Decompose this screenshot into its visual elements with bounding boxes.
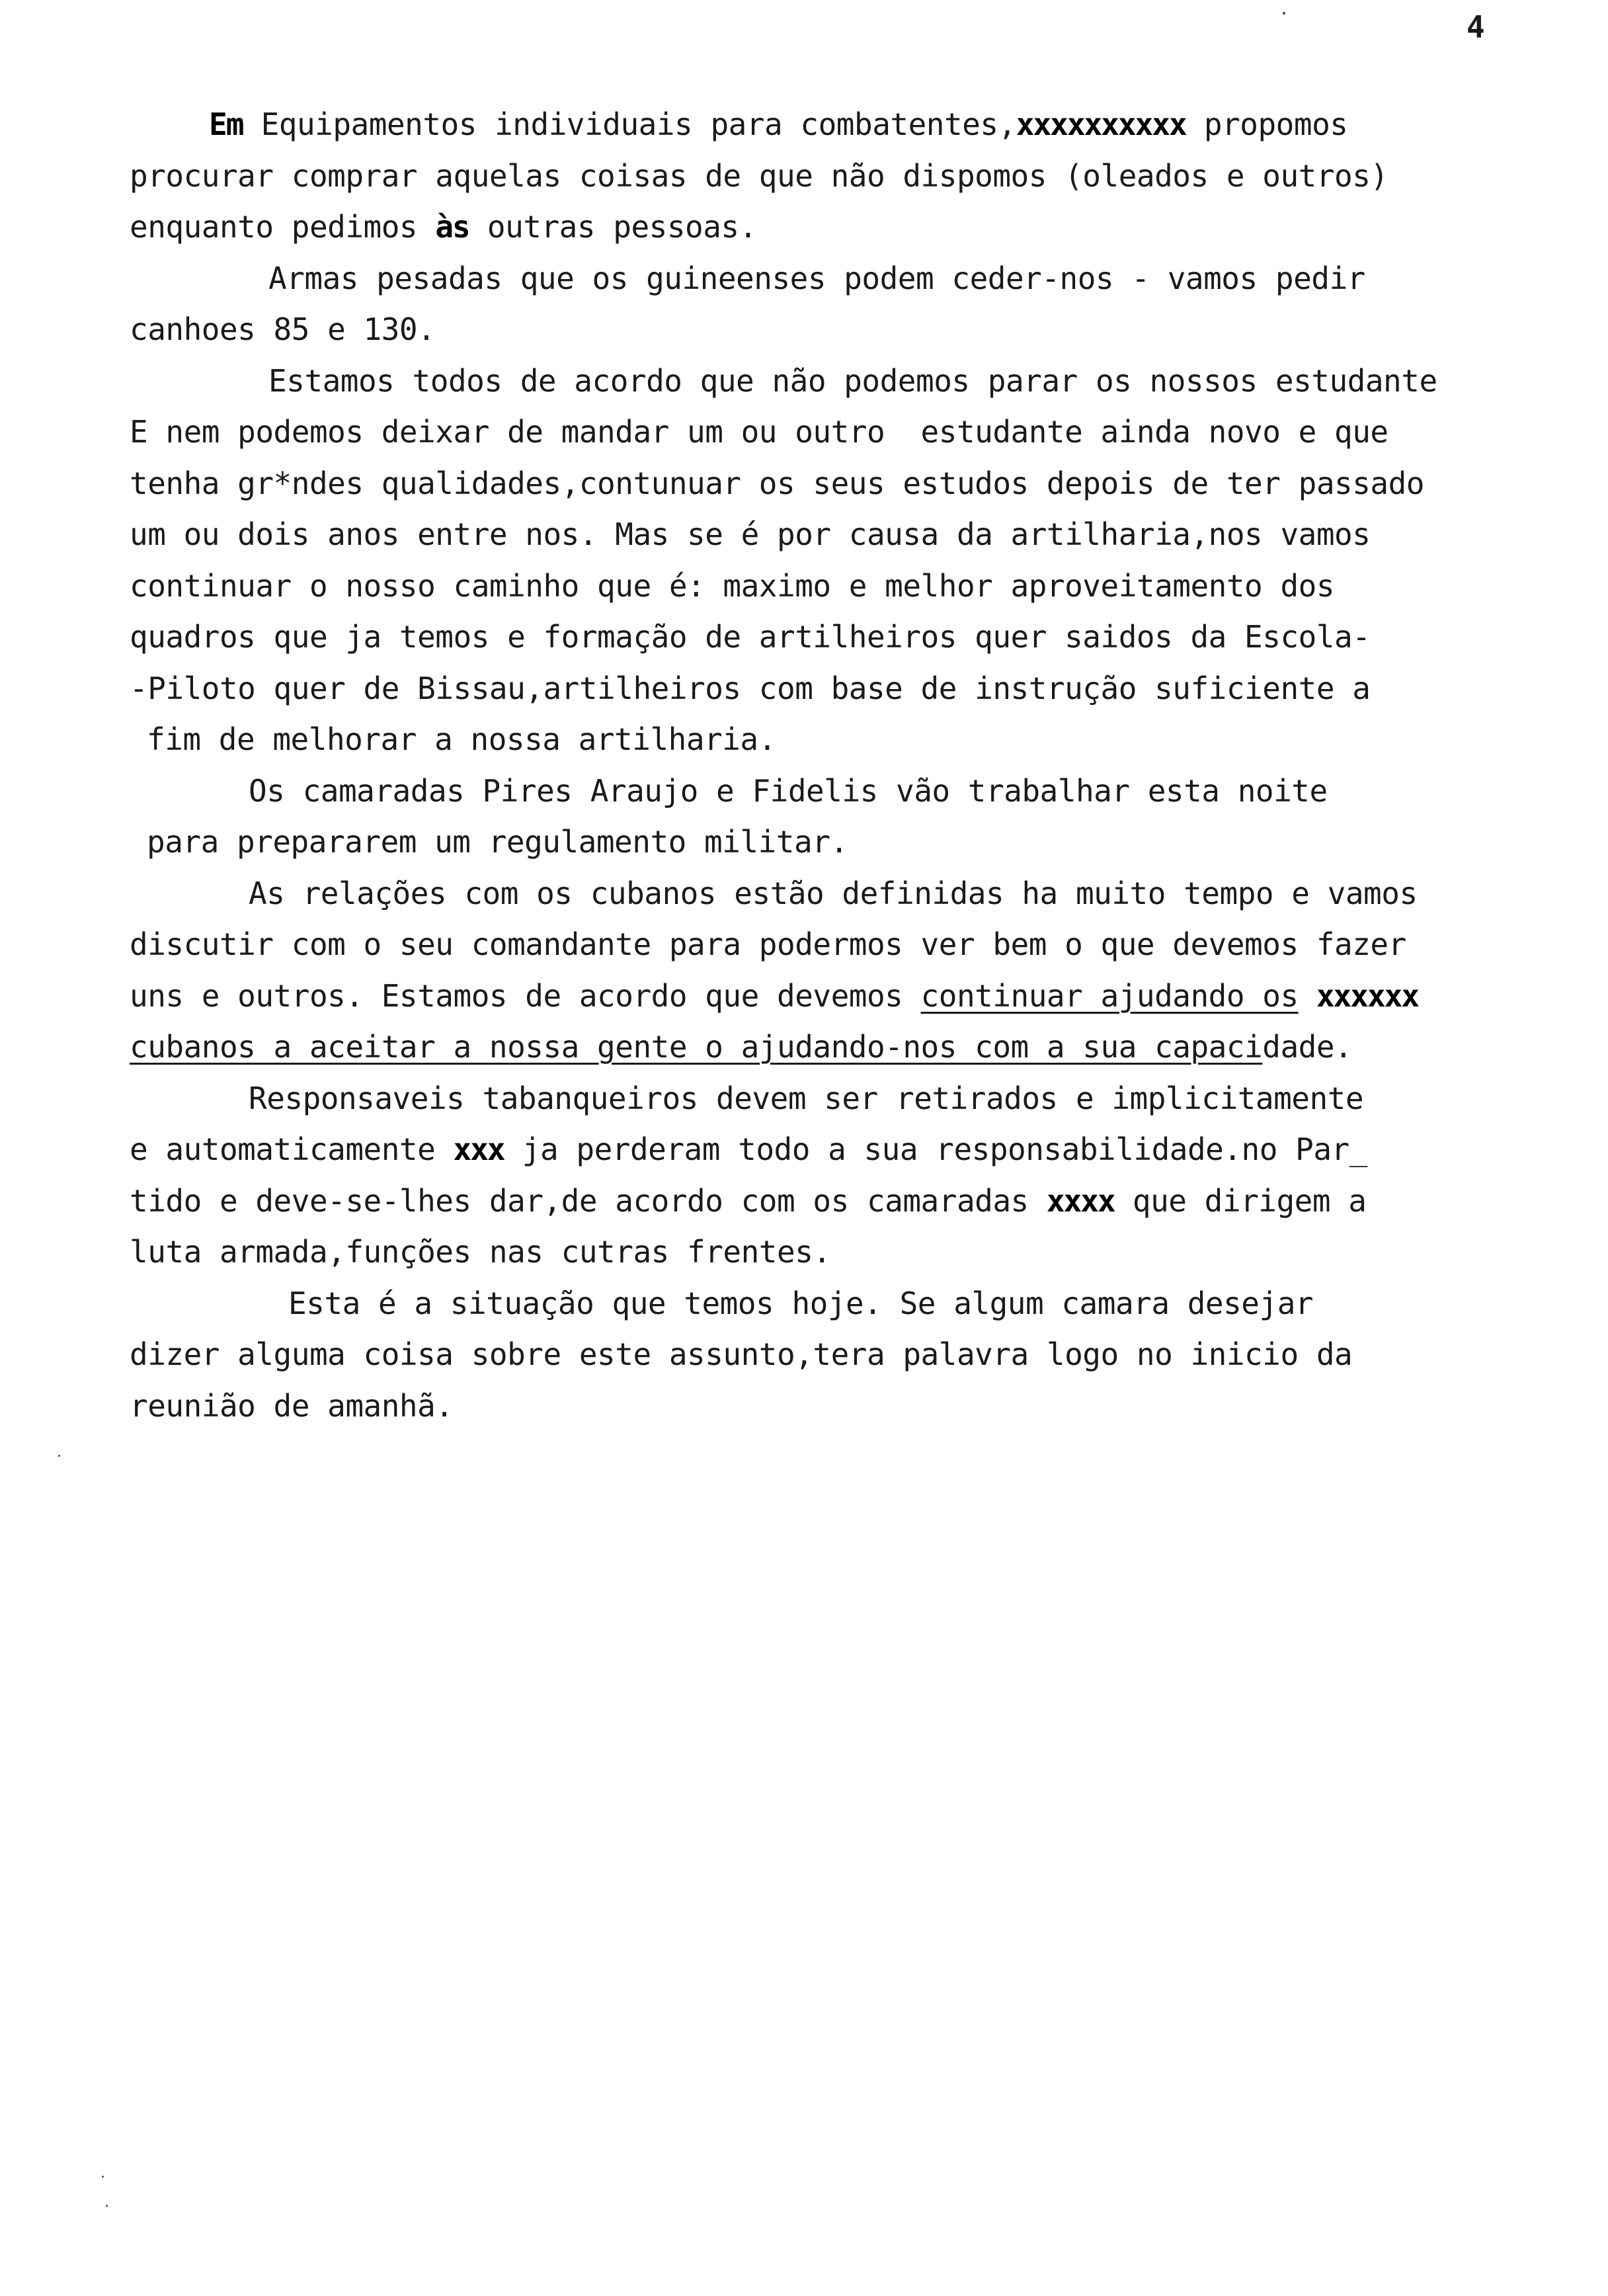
text-line xyxy=(130,1073,1525,1125)
text-segment: quadros que ja temos e formação de artilheiros quer saidos da Escola- xyxy=(130,619,1371,655)
text-line xyxy=(130,868,1525,920)
text-segment: e automaticamente xyxy=(130,1131,454,1167)
text-segment: tido e deve-se-lhes dar,de acordo com os camaradas xyxy=(130,1182,1047,1219)
text-line xyxy=(130,1227,1525,1278)
paper-speck xyxy=(1283,12,1285,15)
text-line xyxy=(130,1176,1525,1227)
text-segment: para prepararem um regulamento militar. xyxy=(147,824,848,860)
text-segment: As relações com os cubanos estão definidas ha muito tempo e vamos xyxy=(249,875,1418,911)
text-segment: reunião de amanhã. xyxy=(130,1387,454,1424)
struck-out-text: xxxxxx xyxy=(1316,977,1419,1014)
text-segment: E nem podemos deixar de mandar um ou outro estudante ainda novo e que xyxy=(130,414,1388,450)
text-segment: um ou dois anos entre nos. Mas se é por causa da artilharia,nos vamos xyxy=(130,516,1371,552)
text-line xyxy=(130,151,1525,202)
text-segment: Os camaradas Pires Araujo e Fidelis vão trabalhar esta noite xyxy=(249,772,1328,809)
paper-speck xyxy=(106,2205,108,2207)
struck-out-text: xxxx xyxy=(1046,1182,1115,1219)
paper-speck xyxy=(58,1455,60,1457)
paper-speck xyxy=(102,2176,104,2178)
text-segment: Estamos todos de acordo que não podemos parar os nossos estudante xyxy=(268,362,1437,399)
text-segment: enquanto pedimos xyxy=(130,209,436,245)
text-line xyxy=(130,714,1525,766)
text-line xyxy=(130,253,1525,305)
text-segment: Armas pesadas que os guineenses podem ceder-nos - vamos pedir xyxy=(268,260,1365,296)
text-segment: uns e outros. Estamos de acordo que devemos xyxy=(130,977,921,1014)
text-segment: fim de melhorar a nossa artilharia. xyxy=(147,721,776,757)
text-segment: Equipamentos individuais para combatentes, xyxy=(243,106,1016,142)
text-line xyxy=(130,407,1525,458)
text-segment: discutir com o seu comandante para podermos ver bem o que devemos fazer xyxy=(130,926,1406,962)
text-segment: Esta é a situação que temos hoje. Se algum camara desejar xyxy=(288,1285,1314,1321)
text-segment xyxy=(1299,978,1316,1014)
underlined-text: cubanos a aceitar a nossa gente o ajudando-nos com a sua capaci xyxy=(130,1029,1263,1065)
struck-out-text: Em xyxy=(209,106,243,142)
text-line xyxy=(130,1124,1525,1176)
text-segment: continuar o nosso caminho que é: maximo e melhor aproveitamento dos xyxy=(130,567,1335,604)
text-line xyxy=(130,202,1525,253)
text-segment: propomos xyxy=(1186,106,1348,142)
text-segment: dizer alguma coisa sobre este assunto,tera palavra logo no inicio da xyxy=(130,1336,1353,1372)
text-line xyxy=(130,561,1525,612)
text-segment: que dirigem a xyxy=(1114,1182,1367,1219)
struck-out-text: xxx xyxy=(453,1131,504,1167)
text-segment: procurar comprar aquelas coisas de que não dispomos (oleados e outros) xyxy=(130,157,1388,194)
underlined-text: continuar ajudando os xyxy=(920,977,1299,1014)
typewritten-text-body xyxy=(130,99,1525,1432)
text-segment: tenha gr*ndes qualidades,contunuar os seus estudos depois de ter passado xyxy=(130,465,1424,501)
text-line xyxy=(130,304,1525,356)
text-segment: outras pessoas. xyxy=(469,209,757,245)
text-line xyxy=(130,99,1525,151)
text-line xyxy=(130,356,1525,407)
text-line xyxy=(130,817,1525,868)
struck-out-text: às xyxy=(435,209,469,245)
text-line xyxy=(130,971,1525,1022)
text-line xyxy=(130,1329,1525,1381)
text-line xyxy=(130,612,1525,663)
text-line xyxy=(130,663,1525,715)
text-line xyxy=(130,458,1525,510)
text-line xyxy=(130,1278,1525,1330)
text-segment: Responsaveis tabanqueiros devem ser retirados e implicitamente xyxy=(249,1080,1364,1116)
text-line xyxy=(130,1381,1525,1432)
text-segment: dade. xyxy=(1262,1029,1353,1065)
page-number: 4 xyxy=(1467,9,1485,45)
text-segment: canhoes 85 e 130. xyxy=(130,311,436,347)
text-segment: ja perderam todo a sua responsabilidade.no Par_ xyxy=(504,1131,1367,1167)
text-line xyxy=(130,1022,1525,1073)
struck-out-text: xxxxxxxxxx xyxy=(1016,106,1186,142)
text-line xyxy=(130,766,1525,817)
text-segment: luta armada,funções nas cutras frentes. xyxy=(130,1234,831,1270)
text-segment: -Piloto quer de Bissau,artilheiros com base de instrução suficiente a xyxy=(130,670,1371,706)
text-line xyxy=(130,919,1525,971)
text-line xyxy=(130,509,1525,561)
